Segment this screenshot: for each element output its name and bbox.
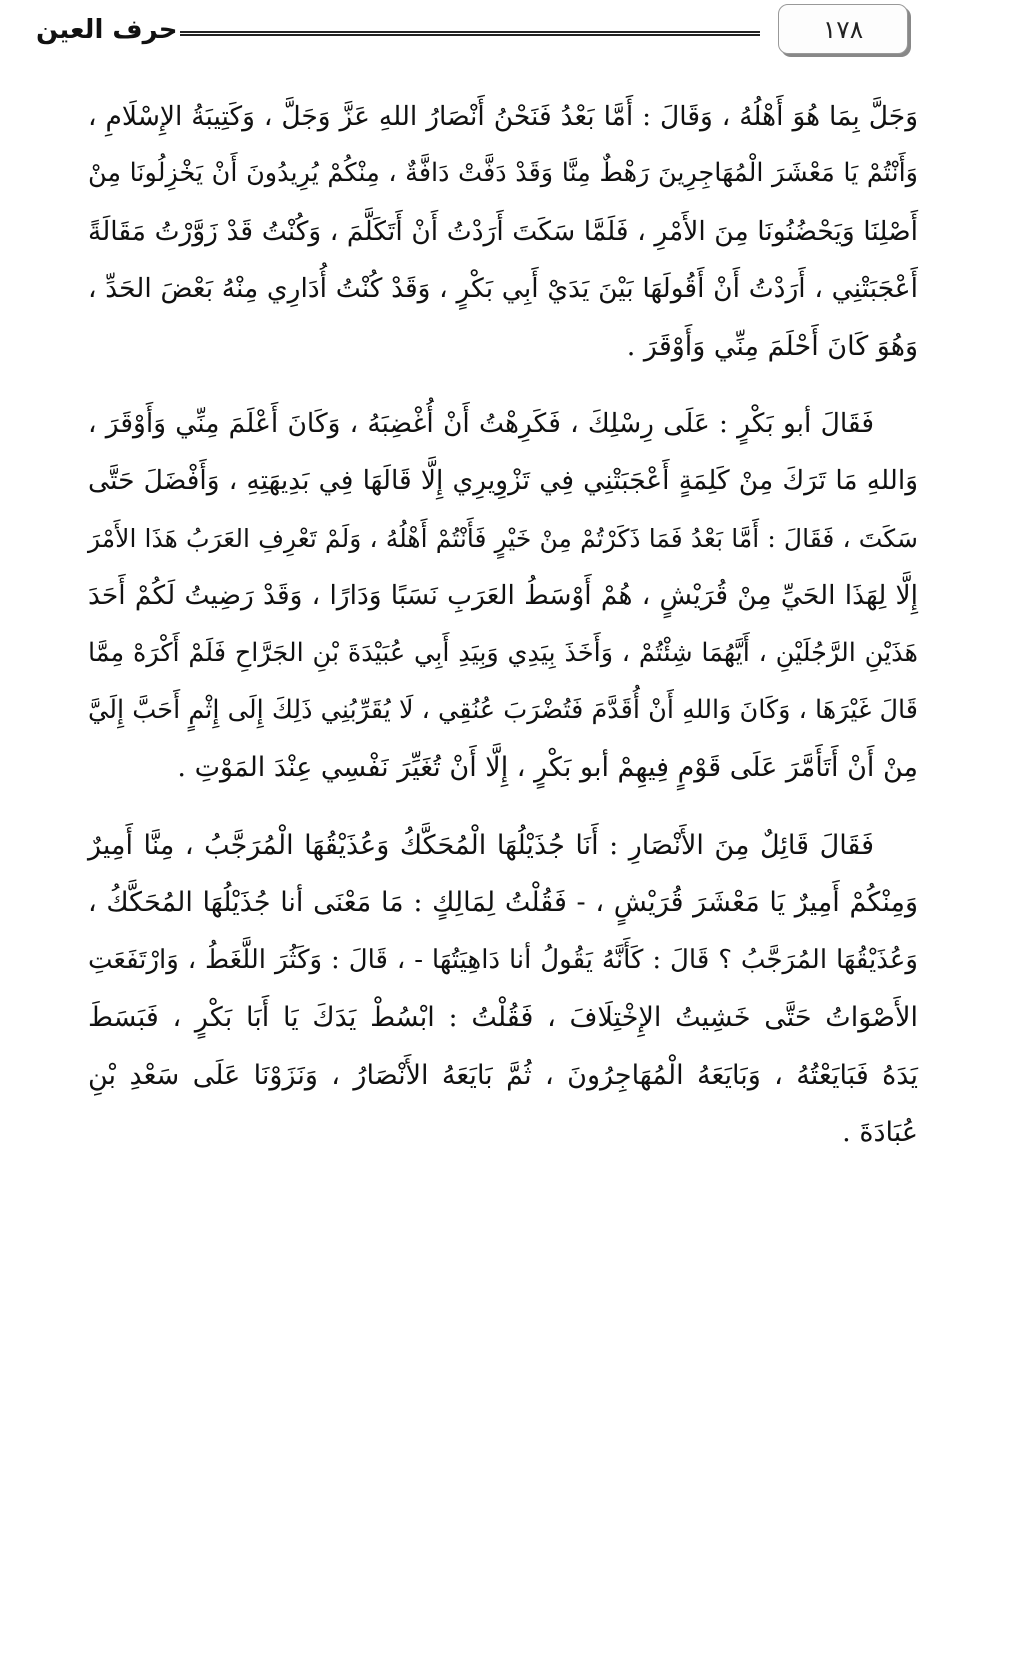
text-line: سَكَتَ ، فَقَالَ : أَمَّا بَعْدُ فَمَا ذَكَرْتُمْ مِنْ خَيْرٍ فَأَنْتُمْ أَهْلُهُ ، وَلَمْ تَعْرِفِ العَرَبُ هَذَا الأَمْرَ — [88, 523, 918, 553]
text-line: وَجَلَّ بِمَا هُوَ أَهْلُهُ ، وَقَالَ : أَمَّا بَعْدُ فَنَحْنُ أَنْصَارُ اللهِ عَزَّ وَجَلَّ ، وَكَتِيبَةُ الإِسْلَامِ ، — [88, 101, 918, 132]
page-number-box — [778, 4, 908, 54]
text-line: وَأَنْتُمْ يَا مَعْشَرَ الْمُهَاجِرِينَ رَهْطٌ مِنَّا وَقَدْ دَفَّتْ دَافَّةٌ ، مِنْكُمْ يُرِيدُونَ أَنْ يَخْزِلُونَا مِنْ — [88, 158, 918, 189]
page-header — [0, 0, 1010, 80]
text-line: عُبَادَةَ . — [842, 1116, 918, 1148]
text-line: الأَصْوَاتُ حَتَّى خَشِيتُ الإِخْتِلَافَ ، فَقُلْتُ : ابْسُطْ يَدَكَ يَا أَبَا بَكْرٍ ، فَبَسَطَ — [88, 1002, 918, 1034]
text-line: إِلَّا لِهَذَا الحَيِّ مِنْ قُرَيْشٍ ، هُمْ أَوْسَطُ العَرَبِ نَسَبًا وَدَارًا ، وَقَدْ رَضِيتُ لَكُمْ أَحَدَ — [88, 580, 918, 612]
header-divider — [180, 31, 760, 36]
paragraph-2 — [88, 395, 918, 797]
text-line: يَدَهُ فَبَايَعْتُهُ ، وَبَايَعَهُ الْمُهَاجِرُونَ ، ثُمَّ بَايَعَهُ الأَنْصَارُ ، وَنَزَوْنَا عَلَى سَعْدِ بْنِ — [88, 1059, 918, 1091]
text-line: فَقَالَ قَائِلٌ مِنَ الأَنْصَارِ : أَنَا جُذَيْلُهَا الْمُحَكَّكُ وَعُذَيْقُهَا الْمُرَجَّبُ ، مِنَّا أَمِيرٌ — [88, 829, 874, 861]
text-line: وَعُذَيْقُهَا المُرَجَّبُ ؟ قَالَ : كَأَنَّهُ يَقُولُ أنا دَاهِيَتُهَا - ، قَالَ : وَكَثُرَ اللَّغَطُ ، وَارْتَفَعَتِ — [88, 944, 918, 975]
page-number: ١٧٨ — [822, 14, 864, 44]
text-line: أَعْجَبَتْنِي ، أَرَدْتُ أَنْ أَقُولَهَا بَيْنَ يَدَيْ أَبِي بَكْرٍ ، وَقَدْ كُنْتُ أُدَارِي مِنْهُ بَعْضَ الحَدِّ ، — [88, 273, 918, 305]
text-line: وَمِنْكُمْ أَمِيرٌ يَا مَعْشَرَ قُرَيْشٍ ، - فَقُلْتُ لِمَالِكٍ : مَا مَعْنَى أنا جُذَيْلُهَا المُحَكَّكُ ، — [88, 887, 918, 919]
paragraph-3 — [88, 817, 918, 1161]
text-line: أَصْلِنَا وَيَحْضُنُونَا مِنَ الأَمْرِ ، فَلَمَّا سَكَتَ أَرَدْتُ أَنْ أَتَكَلَّمَ ، وَكُنْتُ قَدْ زَوَّرْتُ مَقَالَةً — [88, 215, 918, 247]
text-line: فَقَالَ أبو بَكْرٍ : عَلَى رِسْلِكَ ، فَكَرِهْتُ أَنْ أُغْضِبَهُ ، وَكَانَ أَعْلَمَ مِنِّي وَأَوْقَرَ ، — [88, 408, 874, 440]
text-line: وَاللهِ مَا تَرَكَ مِنْ كَلِمَةٍ أَعْجَبَتْنِي فِي تَزْوِيرِي إِلَّا قَالَهَا فِي بَدِيهَتِهِ ، وَأَفْضَلَ حَتَّى — [88, 465, 918, 497]
text-line: هَذَيْنِ الرَّجُلَيْنِ ، أَيَّهُمَا شِئْتُمْ ، وَأَخَذَ بِيَدِي وَبِيَدِ أَبِي عُبَيْدَةَ بْنِ الجَرَّاحِ فَلَمْ أَكْرَهْ مِمَّا — [88, 637, 918, 668]
text-line: مِنْ أَنْ أَتَأَمَّرَ عَلَى قَوْمٍ فِيهِمْ أبو بَكْرٍ ، إِلَّا أَنْ تُغَيِّرَ نَفْسِي عِنْدَ المَوْتِ . — [177, 752, 918, 784]
text-line: قَالَ غَيْرَهَا ، وَكَانَ وَاللهِ أَنْ أُقَدَّمَ فَتُضْرَبَ عُنُقِي ، لَا يُقَرِّبُنِي ذَلِكَ إِلَى إِثْمٍ أَحَبَّ إِلَيَّ — [88, 695, 918, 726]
text-line: وَهُوَ كَانَ أَحْلَمَ مِنِّي وَأَوْقَرَ . — [626, 330, 918, 362]
chapter-title: حرف العين — [36, 15, 178, 45]
paragraph-1 — [88, 88, 918, 375]
body-text — [88, 88, 918, 1181]
